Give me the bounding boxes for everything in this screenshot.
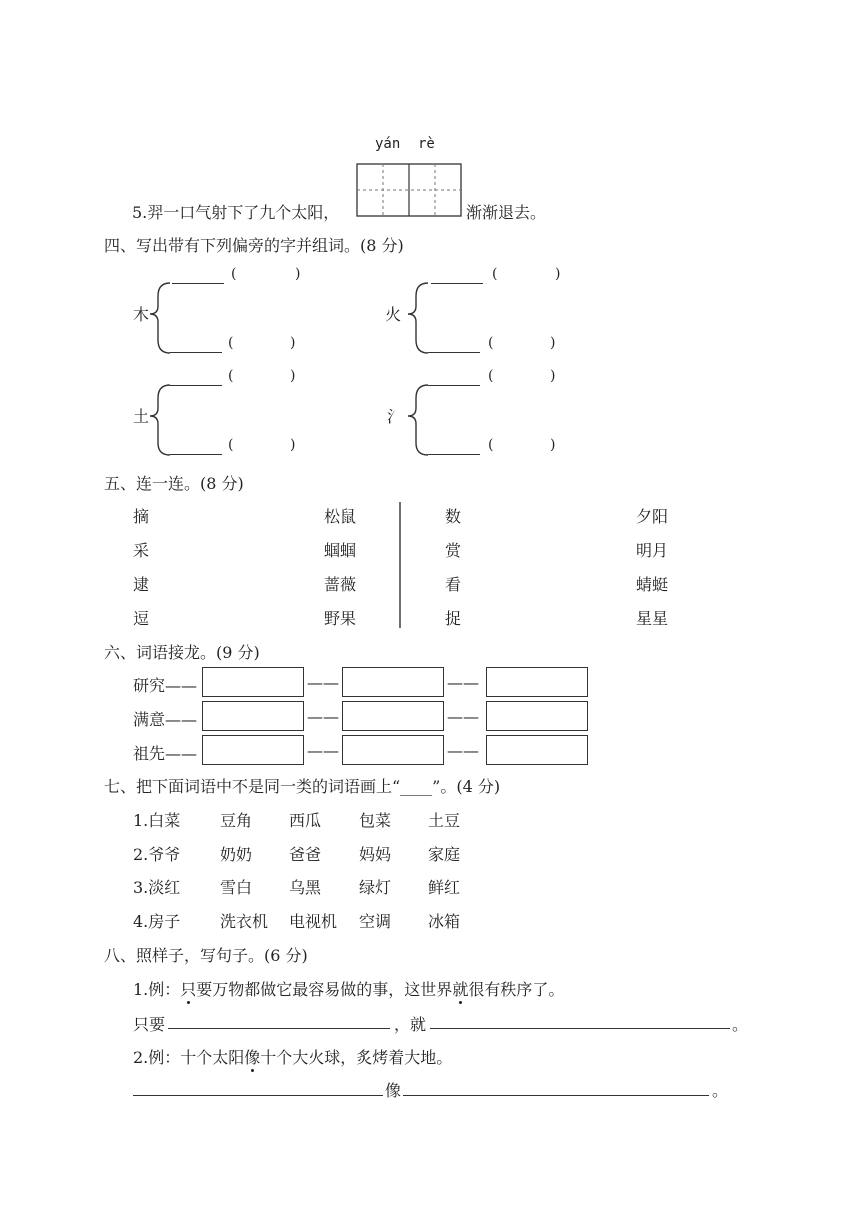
- word-item[interactable]: 家庭: [428, 845, 461, 864]
- match-noun[interactable]: 蜻蜓: [636, 575, 669, 594]
- paren-open: (: [492, 266, 498, 282]
- answer-blank[interactable]: [428, 352, 480, 353]
- match-noun[interactable]: 野果: [324, 609, 357, 628]
- word-item[interactable]: 4.房子: [133, 912, 181, 931]
- chain-start-word: 祖先——: [133, 744, 198, 763]
- word-item[interactable]: 冰箱: [428, 912, 461, 931]
- answer-blank[interactable]: [170, 352, 222, 353]
- word-item[interactable]: 绿灯: [359, 878, 392, 897]
- example-text: 要万物都做它最容易做的事，这世界: [196, 980, 453, 999]
- match-verb[interactable]: 逮: [133, 575, 150, 594]
- match-noun[interactable]: 夕阳: [636, 507, 669, 526]
- word-item[interactable]: 爸爸: [289, 845, 322, 864]
- pinyin-yan: yán: [375, 136, 401, 152]
- chain-dash: ——: [447, 707, 479, 726]
- paren-open: (: [228, 368, 234, 384]
- chain-dash: ——: [447, 741, 479, 760]
- section5-title: 五、连一连。(8 分): [104, 474, 244, 493]
- word-item[interactable]: 空调: [359, 912, 392, 931]
- example-sentence-2: [133, 1045, 452, 1068]
- q5-prefix: 5.羿一口气射下了九个太阳，: [132, 203, 340, 222]
- fill2-end: 。: [712, 1081, 729, 1100]
- brace-tu: [150, 385, 170, 455]
- chain-box[interactable]: [342, 701, 444, 731]
- paren-close: ): [290, 437, 296, 453]
- paren-close: ): [295, 266, 301, 282]
- pinyin-re: rè: [418, 136, 435, 152]
- word-item[interactable]: 2.爷爷: [133, 845, 181, 864]
- match-noun[interactable]: 蝈蝈: [324, 541, 357, 560]
- word-item[interactable]: 乌黑: [289, 878, 322, 897]
- match-noun[interactable]: 明月: [636, 541, 669, 560]
- chain-start-word: 满意——: [133, 710, 198, 729]
- paren-open: (: [488, 368, 494, 384]
- paren-open: (: [488, 335, 494, 351]
- paren-close: ): [550, 335, 556, 351]
- word-item[interactable]: 1.白菜: [133, 811, 181, 830]
- fill1-end: 。: [732, 1015, 749, 1034]
- word-item[interactable]: 妈妈: [359, 845, 392, 864]
- match-verb[interactable]: 数: [445, 507, 462, 526]
- chain-box[interactable]: [202, 667, 304, 697]
- paren-close: ): [555, 266, 561, 282]
- word-item[interactable]: 奶奶: [220, 845, 253, 864]
- chain-box[interactable]: [486, 701, 588, 731]
- radical-tu: 土: [133, 407, 150, 426]
- example-text: 很有秩序了。: [468, 980, 565, 999]
- sentence-blank[interactable]: [403, 1095, 709, 1096]
- paren-close: ): [550, 437, 556, 453]
- match-verb[interactable]: 捉: [445, 609, 462, 628]
- radical-shui: 氵: [387, 407, 404, 426]
- radical-mu: 木: [133, 305, 150, 324]
- section6-title: 六、词语接龙。(9 分): [104, 643, 260, 662]
- chain-box[interactable]: [486, 735, 588, 765]
- chain-box[interactable]: [486, 667, 588, 697]
- fill1-middle: ，就: [394, 1015, 427, 1034]
- chain-box[interactable]: [202, 701, 304, 731]
- sentence-blank[interactable]: [133, 1095, 383, 1096]
- answer-blank[interactable]: [170, 385, 222, 386]
- chain-dash: ——: [307, 673, 339, 692]
- brace-huo: [408, 283, 428, 353]
- match-noun[interactable]: 星星: [636, 609, 669, 628]
- example-text: 十个大火球，炙烤着大地。: [260, 1048, 453, 1067]
- chain-box[interactable]: [342, 667, 444, 697]
- chain-start-word: 研究——: [133, 676, 198, 695]
- paren-close: ): [550, 368, 556, 384]
- answer-blank[interactable]: [170, 454, 222, 455]
- word-item[interactable]: 包菜: [359, 811, 392, 830]
- answer-blank[interactable]: [428, 385, 480, 386]
- example-sentence-1: [133, 977, 564, 1000]
- chain-box[interactable]: [342, 735, 444, 765]
- paren-open: (: [228, 335, 234, 351]
- answer-blank[interactable]: [172, 283, 224, 284]
- emphasis-char: 只: [180, 977, 196, 1000]
- paren-open: (: [488, 437, 494, 453]
- word-item[interactable]: 雪白: [220, 878, 253, 897]
- paren-close: ): [290, 368, 296, 384]
- sentence-blank[interactable]: [168, 1028, 390, 1029]
- word-item[interactable]: 洗衣机: [220, 912, 269, 931]
- paren-open: (: [228, 437, 234, 453]
- word-item[interactable]: 3.淡红: [133, 878, 181, 897]
- word-item[interactable]: 土豆: [428, 811, 461, 830]
- answer-blank[interactable]: [428, 454, 480, 455]
- section7-title: 七、把下面词语中不是同一类的词语画上“____”。(4 分): [104, 777, 501, 796]
- brace-shui: [408, 385, 428, 455]
- chain-dash: ——: [447, 673, 479, 692]
- example-label: 1.例：: [133, 980, 181, 999]
- chain-dash: ——: [307, 741, 339, 760]
- q5-suffix: 渐渐退去。: [466, 203, 547, 222]
- word-item[interactable]: 豆角: [220, 811, 253, 830]
- match-verb[interactable]: 摘: [133, 507, 150, 526]
- fill2-middle: 像: [385, 1081, 402, 1100]
- match-noun[interactable]: 蔷薇: [324, 575, 357, 594]
- match-verb[interactable]: 采: [133, 541, 150, 560]
- match-verb[interactable]: 看: [445, 575, 462, 594]
- emphasis-char: 就: [452, 977, 468, 1000]
- word-item[interactable]: 鲜红: [428, 878, 461, 897]
- answer-blank[interactable]: [431, 283, 483, 284]
- paren-open: (: [231, 266, 237, 282]
- fill1-prefix: 只要: [133, 1015, 166, 1034]
- section8-title: 八、照样子，写句子。(6 分): [104, 946, 308, 965]
- match-verb[interactable]: 赏: [445, 541, 462, 560]
- chain-dash: ——: [307, 707, 339, 726]
- emphasis-char: 像: [244, 1045, 260, 1068]
- tianzige-box[interactable]: [357, 164, 461, 216]
- section4-title: 四、写出带有下列偏旁的字并组词。(8 分): [104, 236, 404, 255]
- sentence-blank[interactable]: [430, 1028, 730, 1029]
- radical-huo: 火: [385, 305, 402, 324]
- word-item[interactable]: 电视机: [289, 912, 338, 931]
- paren-close: ): [290, 335, 296, 351]
- match-noun[interactable]: 松鼠: [324, 507, 357, 526]
- chain-box[interactable]: [202, 735, 304, 765]
- word-item[interactable]: 西瓜: [289, 811, 322, 830]
- brace-mu: [150, 283, 170, 353]
- example-text: 2.例：十个太阳: [133, 1048, 245, 1067]
- match-verb[interactable]: 逗: [133, 609, 150, 628]
